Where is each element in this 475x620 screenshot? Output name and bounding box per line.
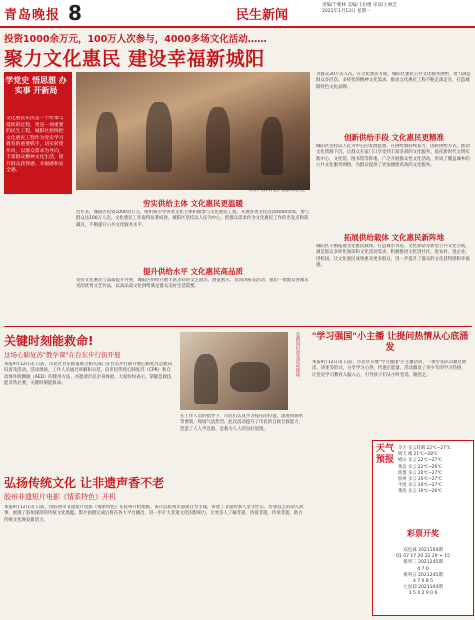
lottery-row: 双色球 2021104期 [403,548,443,553]
subheading: 提升供给水平 文化惠民高品质 [142,267,244,276]
weather-row: 黄岛 多云 22℃~26℃ [398,464,443,470]
weather-row: 崂山 多云 22℃~27℃ [398,458,443,464]
photo-figure [206,107,230,173]
meta-line: 2021年1月13日 星期一 [322,9,371,14]
lottery-row: 4 7 0 [417,566,429,572]
photo-figure [194,354,218,404]
section-title: 民生新闻 [236,8,289,23]
lead-photo [76,72,310,190]
photo-figure [96,112,118,172]
photo-caption: 欢乐大舞台慰问演出现场。 [247,187,308,193]
subheading: 拓展供给载体 文化惠民新阵地 [343,233,445,242]
story-headline: 弘扬传统文化 让非遗声香不老 [4,476,165,490]
weather-row: 莱西 多云 19℃~26℃ [398,489,443,495]
body-text: 城阳区坚持以人民为中心的发展思想，在供给端持续发力，创新供给方式，推动文化资源下沉，让群众在家门口享受到丰富多彩的文化服务。依托新时代文明实践中心、文化馆、图书馆等阵地，广泛开展群众性文化活动，形成了覆盖城乡的公共文化服务网络，为群众提供了更加便捷高效的文化服务。 [316,144,470,168]
body-text: 城阳区不断拓展文化惠民载体，打造城市书房、文化驿站等新型公共文化空间，满足群众多样化阅读和文化活动需求。积极推进文化进社区、进农村、进企业、进校园，让文化惠民成果惠及更多群众，进一步提升了群众的文化获得感和幸福感。 [316,244,470,268]
lottery-row: 排列三 2021245期 [403,560,443,566]
newspaper-logo: 青岛晚报 [4,8,61,23]
weather-row: 胶州 多云 20℃~27℃ [398,477,443,483]
story-text: 本报9月12日讯 日前，市北区台东街道联合相关部门在台东步行街开展心肺复苏急救知识普及活动。活动现场，工作人员通过讲解和示范，向市民传授心肺复苏（CPR）和自动体外除颤器（AED）的使用方法，并邀请市民亲身体验。大家纷纷表示，掌握急救技能非常必要，关键时刻能救命。 [4,362,172,386]
intro-title: 学党史 悟思想 办实事 开新局 [5,76,67,95]
body-text: 坚持文化惠民与品质提升并重，城阳区组织开展丰富多彩的文艺演出、展览展示、培训讲座等活动，推出一批群众喜闻乐见的优秀文艺作品，以高品质文化供给满足群众美好生活需要。 [76,278,309,290]
lottery-row: 七星彩 2021104期 [403,585,443,591]
story-subheadline: 这场心肺复苏"教学课"在台东步行街开展 [4,351,121,359]
body-text: 为群众30万去人次。在文化惠民方面，城阳区强化公共文化服务供给，着力满足群众多层次、多样化的精神文化需求，推动文化惠民工程不断走深走实，打造城阳特色文化品牌。 [316,72,471,90]
weather-row: 明天 晴 21℃~28℃ [398,452,438,458]
section-divider [4,326,472,327]
photo-figure [261,117,283,175]
photo-figure [146,102,172,172]
story-headline: "学习强国"小主播 让提问热情从心底涌发 [311,332,469,353]
meta-line: 责编/于朝林 美编/王衍楼 审读/王林芝 [322,3,397,8]
lottery-row: 1 5 4 2 9 0 6 [408,591,438,597]
lottery-logo: 彩票开奖 [407,529,439,538]
lottery-row: 排列五 2021245期 [403,572,443,578]
photo-figure [230,362,270,392]
subheading: 穷实供给主体 文化惠民更温暖 [142,199,244,208]
body-text: 近年来，城阳区投资1000余万元，组织和引导各类文化主体积极参与文化惠民工程，开展各类文化活动4000余场，参与群众达100万人次，文化惠民工作取得显著成效。城阳区坚持以人民为中心，把群众需求作为文化惠民工作的出发点和落脚点，不断提升公共文化服务水平。 [76,210,310,228]
weather-title: 天气预报 [376,444,395,465]
lead-kicker: 投资1000余万元，100万人次参与，4000多场文化活动…… [4,34,267,45]
subheading: 创新供给手段 文化惠民更精准 [343,133,445,142]
lottery-row: 01 07 17 20 22 29 + 15 [396,554,450,560]
story-text: 本报9月12日讯 日前，市北区开展"学习强国"小主播活动，一批少先队员通过朗读、讲述等形式，分享学习心得，传递正能量。活动激发了青少年的学习热情，让党史学习教育入脑入心，引导孩子们从小听党话、跟党走。 [312,360,467,378]
weather-row: 平度 多云 20℃~27℃ [398,483,443,489]
lottery-results [376,548,470,598]
editor-meta [322,3,472,15]
story-text: 本报9月12日讯 日前，由胶州市非遗短片电影《情系特色》在胶州开机拍摄。该片以胶州非遗项目为主线，讲述了非遗传承人坚守匠心、传承技艺的动人故事，展现了胶州深厚的传统文化底蕴。影片拍摄完成后将在各大平台播出，进一步扩大非遗文化的影响力，让更多人了解非遗、热爱非遗、传承非遗，助力传统文化焕发新活力。 [4,505,304,523]
lottery-row: 4 7 0 8 5 [412,579,434,585]
lead-headline: 聚力文化惠民 建设幸福新城阳 [4,48,265,70]
story-text: 在工作人员的指导下，市民们认真学习按压的位置、深度和频率等要领，现场气氛热烈。此次活动提升了市民的自救互救能力，营造了人人学急救、急救为人人的良好氛围。 [180,414,303,432]
story-headline: 关键时刻能救命! [4,334,94,348]
weather-row: 即墨 多云 20℃~27℃ [398,470,443,476]
photo-caption: 急救知识普及活动现场 [295,332,300,377]
page-number: 8 [68,1,82,25]
story-subheadline: 胶州非遗短片电影《情系特色》开机 [4,493,116,501]
weather-list [398,446,470,496]
cpr-photo [180,332,288,410]
weather-row: 今天 多云转晴 22℃~27℃ [398,446,451,451]
intro-text: 文化惠民乐民是一个传承与延续的过程，更是一项重要的民生工程，城阳区始终把文化惠民工程作为党史学习教育的重要抓手，切实转变作风，以群众需求为导向，丰富群众精神文化生活，提升群众获得感、幸福感和安全感。 [6,116,64,173]
